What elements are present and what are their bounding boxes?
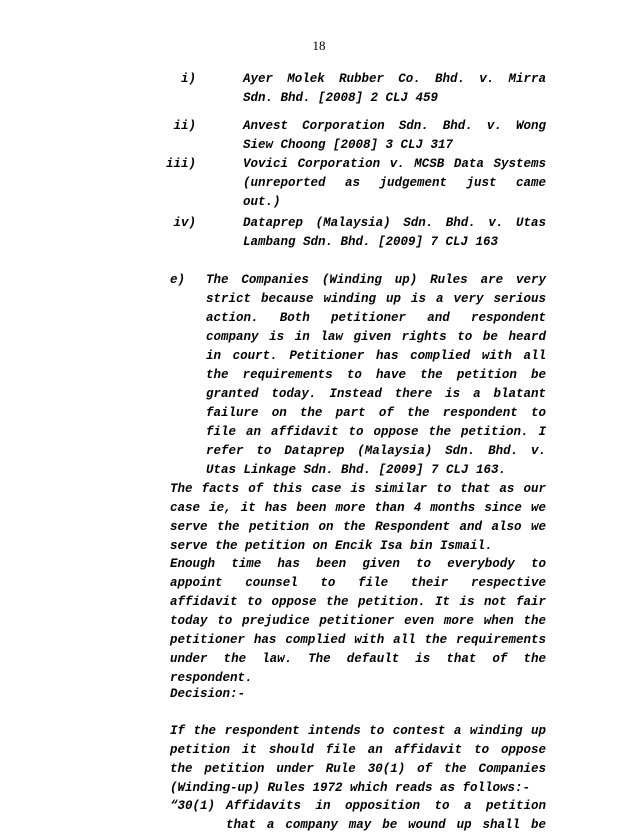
- paragraph-line: Utas Linkage Sdn. Bhd. [2009] 7 CLJ 163.: [206, 463, 507, 477]
- case-line: Anvest Corporation Sdn. Bhd. v. Wong: [243, 119, 546, 133]
- page-number: 18: [312, 38, 326, 53]
- paragraph-line: company is in law given rights to be heard: [206, 330, 546, 344]
- case-line: Vovici Corporation v. MCSB Data Systems: [243, 157, 546, 171]
- quote-label: “30(1): [170, 799, 216, 813]
- case-line: Siew Choong [2008] 3 CLJ 317: [243, 138, 454, 152]
- paragraph-line: affidavit to oppose the petition. It is not fair: [170, 595, 546, 609]
- paragraph-line: petitioner has complied with all the requirements: [170, 633, 546, 647]
- paragraph-line: file an affidavit to oppose the petition. I: [206, 425, 546, 439]
- case-number: i): [180, 72, 196, 86]
- paragraph-line: serve the petition on Encik Isa bin Ismail.: [170, 539, 493, 553]
- paragraph-line: petition it should file an affidavit to oppose: [170, 743, 546, 757]
- decision-paragraph: [170, 722, 546, 798]
- paragraph-line: (Winding-up) Rules 1972 which reads as follows:-: [170, 781, 531, 795]
- paragraph-line: today to prejudice petitioner even more when the: [170, 614, 546, 628]
- paragraph-line: serve the petition on the Respondent and also we: [170, 520, 546, 534]
- quote-body: [226, 797, 546, 835]
- case-number: iv): [173, 216, 196, 230]
- paragraph-line: the requirements to have the petition be: [206, 368, 546, 382]
- paragraph-line: case ie, it has been more than 4 months since we: [170, 501, 546, 515]
- paragraph-line: If the respondent intends to contest a winding up: [170, 724, 546, 738]
- paragraph-line: the petition under Rule 30(1) of the Companies: [170, 762, 546, 776]
- paragraph-line: action. Both petitioner and respondent: [206, 311, 546, 325]
- paragraph-line: under the law. The default is that of the: [170, 652, 546, 666]
- item-e-paragraph: [206, 271, 546, 480]
- paragraph-line: The facts of this case is similar to that as our: [170, 482, 546, 496]
- paragraph-line: in court. Petitioner has complied with all: [206, 349, 546, 363]
- paragraph-line: that a company may be wound up shall be: [226, 818, 546, 832]
- decision-heading: Decision:-: [170, 687, 246, 701]
- paragraph-line: respondent.: [170, 671, 253, 685]
- facts-paragraph: [170, 480, 546, 556]
- case-line: Ayer Molek Rubber Co. Bhd. v. Mirra: [243, 72, 546, 86]
- paragraph-line: strict because winding up is a very serious: [206, 292, 546, 306]
- paragraph-line: The Companies (Winding up) Rules are very: [206, 273, 546, 287]
- case-line: Dataprep (Malaysia) Sdn. Bhd. v. Utas: [243, 216, 546, 230]
- case-line: (unreported as judgement just came: [243, 176, 546, 190]
- case-number: iii): [166, 157, 197, 171]
- paragraph-line: refer to Dataprep (Malaysia) Sdn. Bhd. v.: [206, 444, 546, 458]
- case-line: out.): [243, 195, 281, 209]
- item-e-label: e): [170, 273, 186, 287]
- paragraph-line: appoint counsel to file their respective: [170, 576, 546, 590]
- enough-paragraph: [170, 555, 546, 688]
- paragraph-line: granted today. Instead there is a blatant: [206, 387, 546, 401]
- paragraph-line: Affidavits in opposition to a petition: [226, 799, 546, 813]
- case-line: Lambang Sdn. Bhd. [2009] 7 CLJ 163: [243, 235, 499, 249]
- paragraph-line: Enough time has been given to everybody to: [170, 557, 546, 571]
- case-line: Sdn. Bhd. [2008] 2 CLJ 459: [243, 91, 439, 105]
- paragraph-line: failure on the part of the respondent to: [206, 406, 546, 420]
- case-number: ii): [173, 119, 196, 133]
